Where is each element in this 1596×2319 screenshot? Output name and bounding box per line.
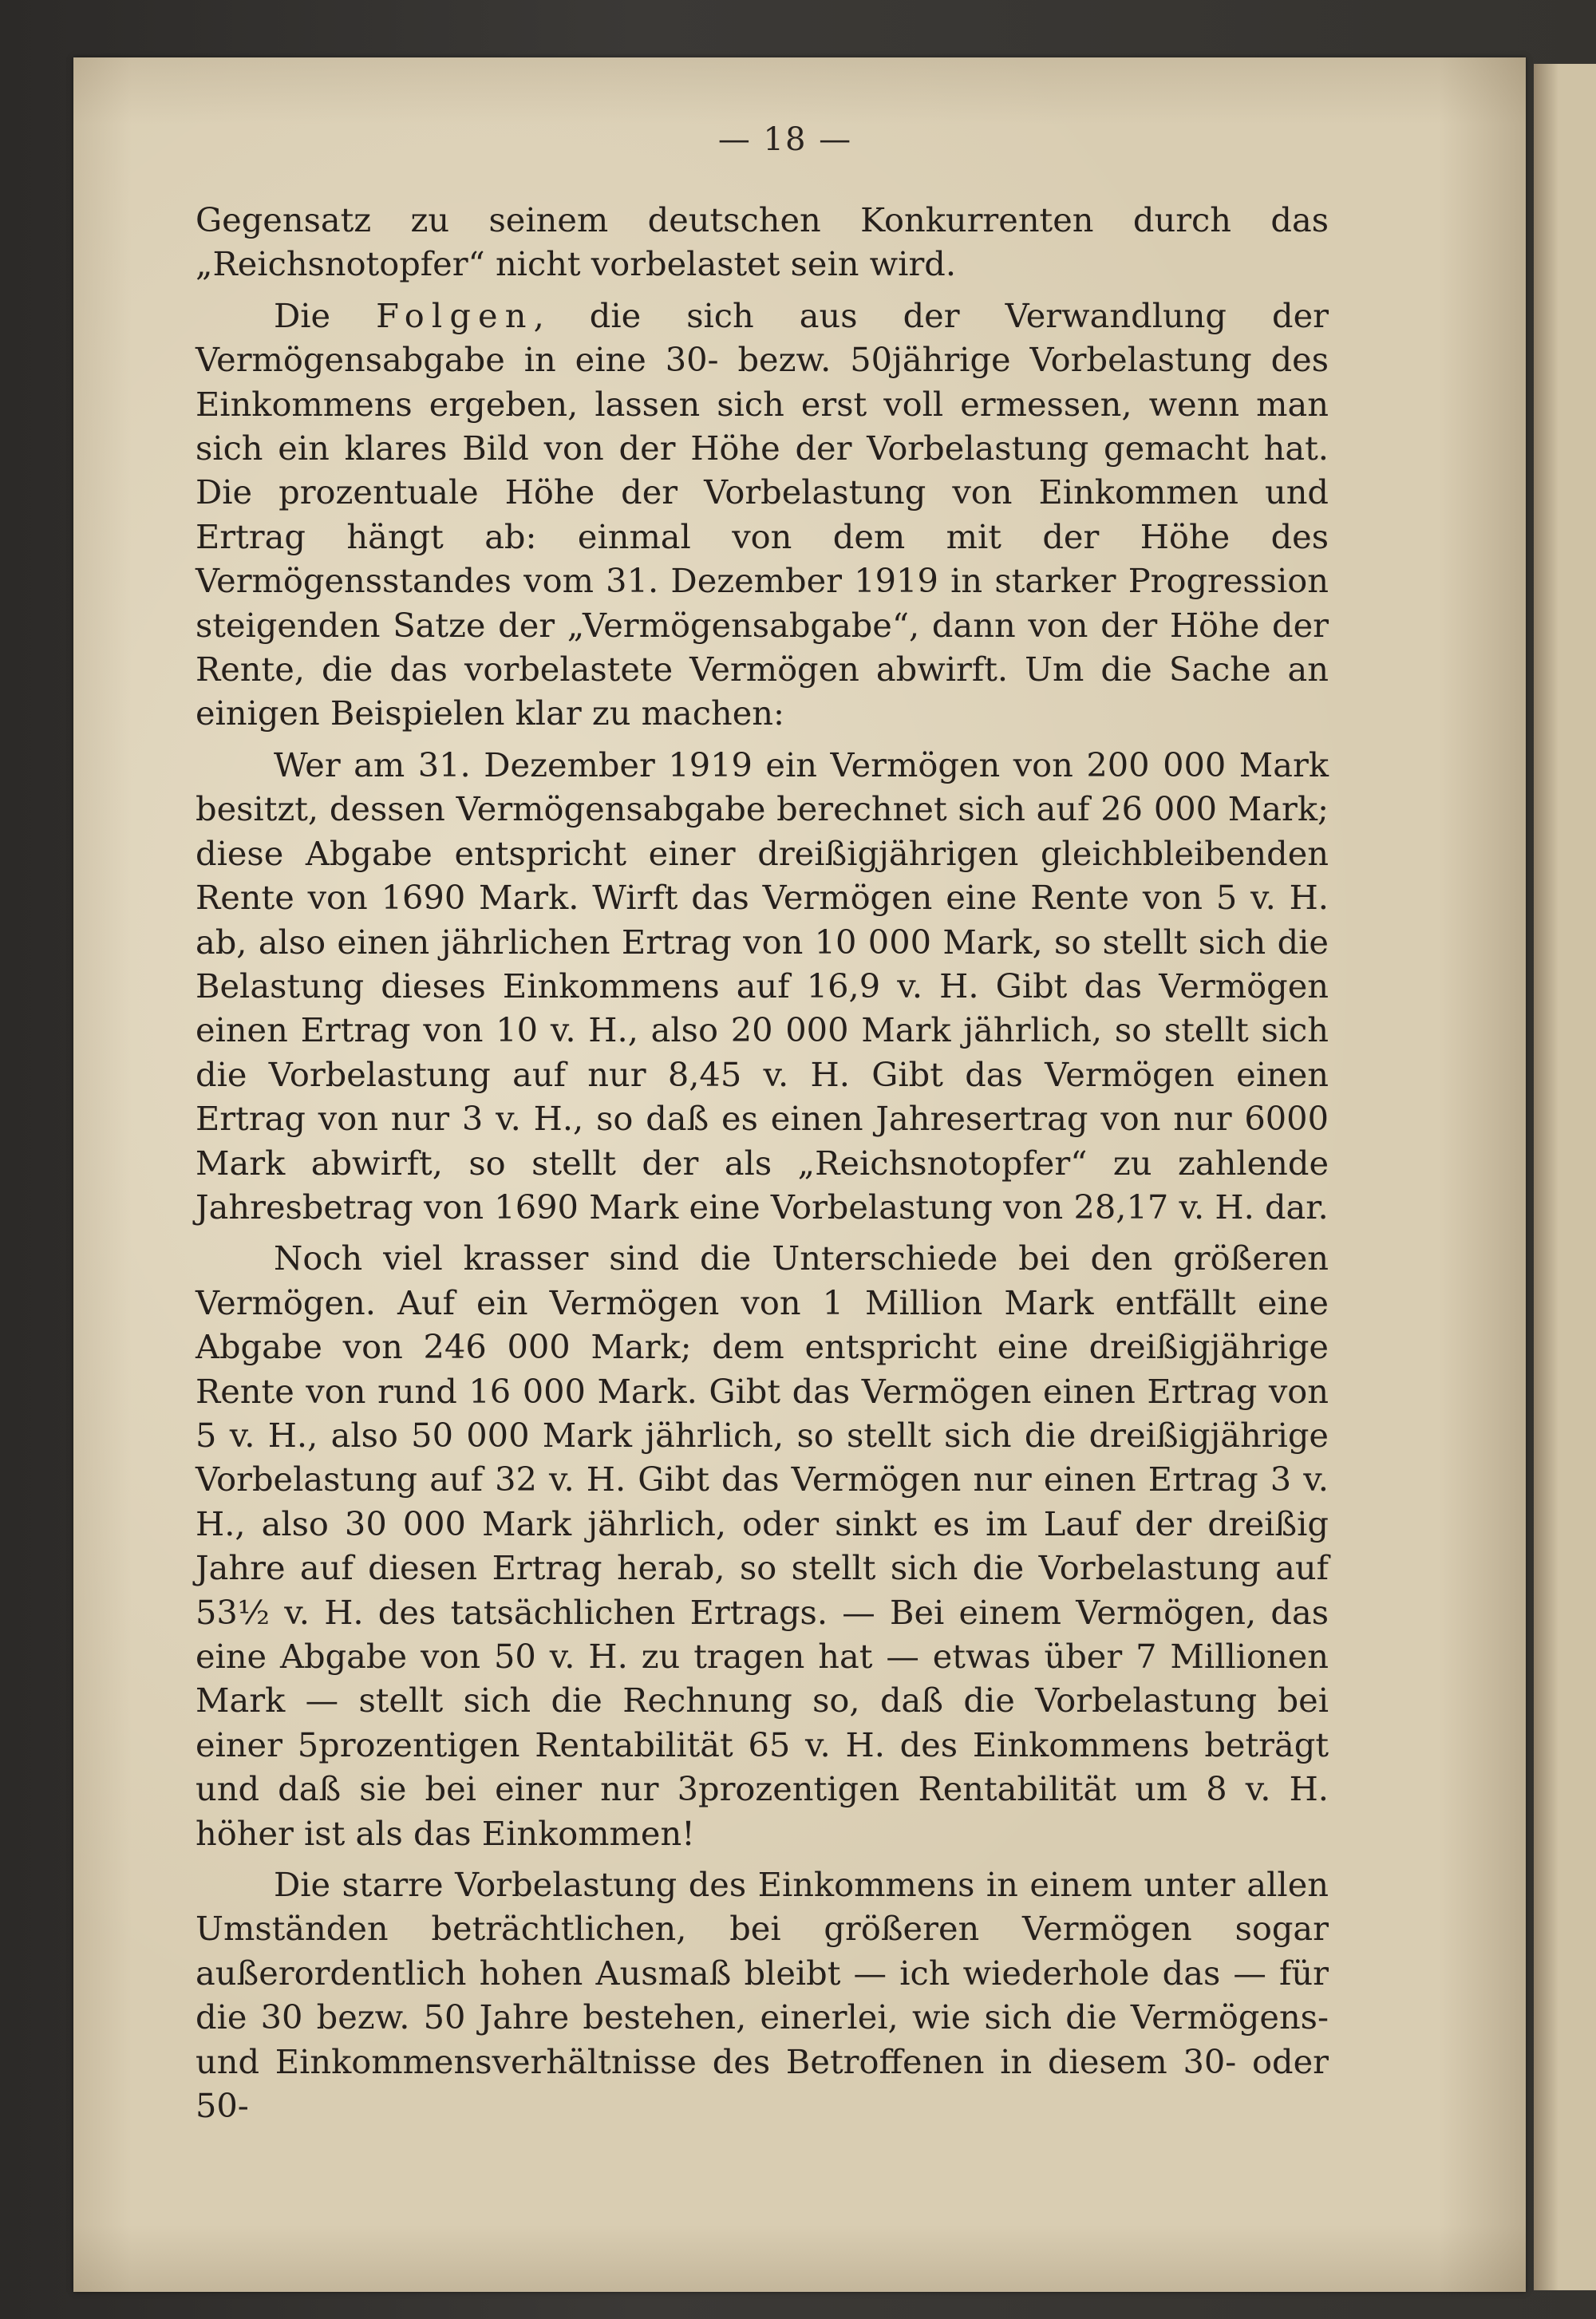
- paragraph-larger-fortunes: [196, 1236, 1329, 1855]
- facing-page-edge: [1534, 64, 1596, 2290]
- body-text: [196, 198, 1329, 2135]
- spaced-emphasis: Folgen: [376, 295, 534, 335]
- paragraph-example-200000: [196, 743, 1329, 1229]
- paragraph-continuation: [196, 198, 1329, 286]
- paragraph-folgen: [196, 294, 1329, 736]
- page-number: — 18 —: [717, 121, 853, 158]
- paragraph-lead: Die: [274, 295, 331, 335]
- paragraph-rigid-burden: [196, 1863, 1329, 2127]
- paragraph-text: Wer am 31. Dezember 1919 ein Vermögen von 200 000 Mark besitzt, dessen Vermögensabgabe berechnet sich auf 26 000 Mark; diese Abgabe entspricht einer dreißigjährigen gleichbleibenden Rente von 1690 Mark. Wirft das Vermögen eine Rente von 5 v. H. ab, also einen jährlichen Ertrag von 10 000 Mark, so stellt sich die Belastung dieses Einkommens auf 16,9 v. H. Gibt das Vermögen einen Ertrag von 10 v. H., also 20 000 Mark jährlich, so stellt sich die Vorbelastung auf nur 8,45 v. H. Gibt das Vermögen einen Ertrag von nur 3 v. H., so daß es einen Jahresertrag von nur 6000 Mark abwirft, so stellt der als „Reichsnotopfer“ zu zahlende Jahresbetrag von 1690 Mark eine Vorbelastung von 28,17 v. H. dar.: [196, 745, 1329, 1227]
- paragraph-text: , die sich aus der Verwandlung der Vermögensabgabe in eine 30- bezw. 50jährige Vorbelastung des Einkommens ergeben, lassen sich erst voll ermessen, wenn man sich ein klares Bild von der Höhe der Vorbelastung gemacht hat. Die prozentuale Höhe der Vorbelastung von Einkommen und Ertrag hängt ab: einmal von dem mit der Höhe des Vermögensstandes vom 31. Dezember 1919 in starker Progression steigenden Satze der „Vermögensabgabe“, dann von der Höhe der Rente, die das vorbelastete Vermögen abwirft. Um die Sache an einigen Beispielen klar zu machen:: [196, 295, 1329, 733]
- paragraph-text: Noch viel krasser sind die Unterschiede bei den größeren Vermögen. Auf ein Vermögen von 1 Million Mark entfällt eine Abgabe von 246 000 Mark; dem entspricht eine dreißigjährige Rente von rund 16 000 Mark. Gibt das Vermögen einen Ertrag von 5 v. H., also 50 000 Mark jährlich, so stellt sich die dreißigjährige Vorbelastung auf 32 v. H. Gibt das Vermögen nur einen Ertrag 3 v. H., also 30 000 Mark jährlich, oder sinkt es im Lauf der dreißig Jahre auf diesen Ertrag herab, so stellt sich die Vorbelastung auf 53½ v. H. des tatsächlichen Ertrags. — Bei einem Vermögen, das eine Abgabe von 50 v. H. zu tragen hat — etwas über 7 Millionen Mark — stellt sich die Rechnung so, daß die Vorbelastung bei einer 5prozentigen Rentabilität 65 v. H. des Einkommens beträgt und daß sie bei einer nur 3prozentigen Rentabilität um 8 v. H. höher ist als das Einkommen!: [196, 1239, 1329, 1853]
- paragraph-text: Die starre Vorbelastung des Einkommens in einem unter allen Umständen beträchtlichen, bei größeren Vermögen sogar außerordentlich hohen Ausmaß bleibt — ich wiederhole das — für die 30 bezw. 50 Jahre bestehen, einerlei, wie sich die Vermögens- und Einkommensverhältnisse des Betroffenen in diesem 30- oder 50-: [196, 1865, 1329, 2126]
- paragraph-text: Gegensatz zu seinem deutschen Konkurrenten durch das „Reichsnotopfer“ nicht vorbelastet sein wird.: [196, 200, 1329, 284]
